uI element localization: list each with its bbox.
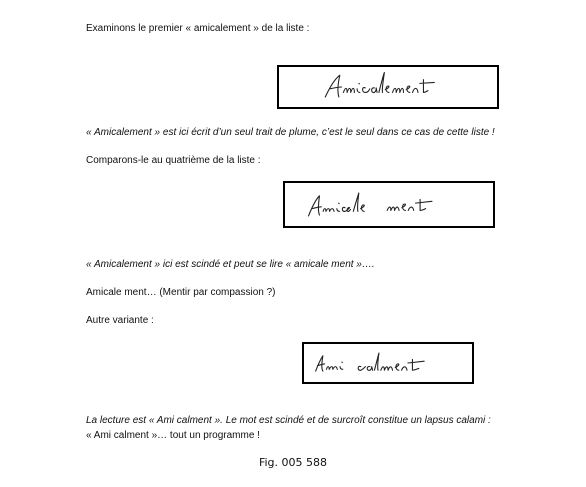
signature-image-ami-calment bbox=[302, 342, 474, 384]
paragraph-single-stroke-note: « Amicalement » est ici écrit d’un seul trait de plume, c’est le seul dans ce cas de cette liste ! bbox=[86, 127, 495, 138]
signature-image-amicale-ment bbox=[283, 181, 495, 228]
paragraph-compare-fourth: Comparons-le au quatrième de la liste : bbox=[86, 155, 261, 166]
paragraph-other-variant: Autre variante : bbox=[86, 315, 154, 326]
signature-image-amicalement bbox=[277, 65, 499, 109]
figure-caption: Fig. 005 588 bbox=[258, 456, 328, 469]
paragraph-program: « Ami calment »… tout un programme ! bbox=[86, 430, 260, 441]
paragraph-compassion: Amicale ment… (Mentir par compassion ?) bbox=[86, 287, 276, 298]
paragraph-intro: Examinons le premier « amicalement » de la liste : bbox=[86, 23, 310, 34]
paragraph-reading-note: La lecture est « Ami calment ». Le mot est scindé et de surcroît constitue un lapsus calami : bbox=[86, 415, 491, 426]
paragraph-split-note: « Amicalement » ici est scindé et peut se lire « amicale ment »…. bbox=[86, 259, 375, 270]
